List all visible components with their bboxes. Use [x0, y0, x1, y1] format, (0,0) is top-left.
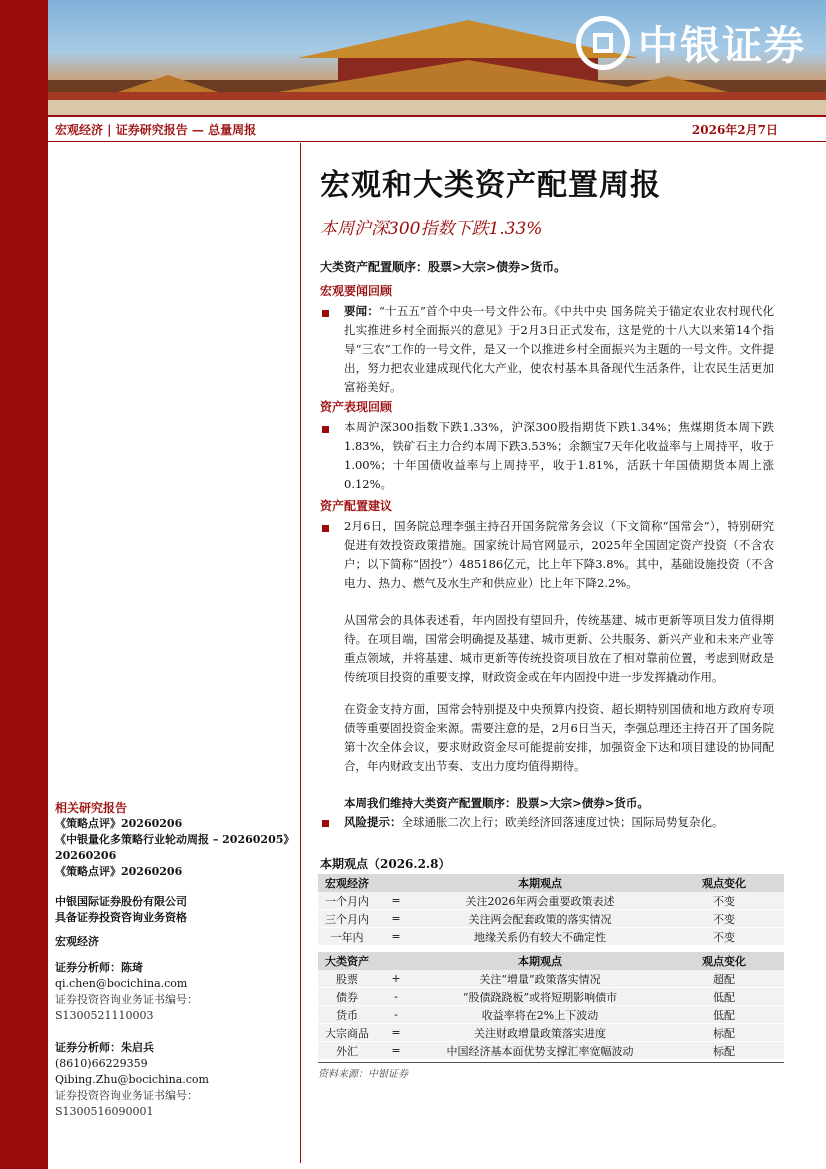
header-divider — [48, 115, 826, 117]
breadcrumb: 宏观经济 | 证券研究报告 — 总量周报 — [55, 123, 257, 137]
related-reports-heading: 相关研究报告 — [55, 801, 128, 815]
table-header: 大类资产 — [318, 952, 376, 970]
report-date: 2026年2月7日 — [691, 123, 778, 137]
asset-review-paragraph: 本周沪深300指数下跌1.33%，沪深300股指期货下跌1.34%；焦煤期货本周下跌1.83%，铁矿石主力合约本周下跌3.53%；余额宝7天年化收益率与上周持平，收于1.00%；十年国债收益率与上周持平，收于1.81%，活跃十年国债期货本周上涨0.12%。 — [344, 420, 774, 491]
header-banner-image — [48, 0, 826, 115]
risk-label: 风险提示： — [344, 815, 402, 829]
table-header: 本期观点 — [416, 874, 664, 892]
advice-paragraph-3: 在资金支持方面，国常会特别提及中央预算内投资、超长期特别国债和地方政府专项债等重要固投资金来源。需要注意的是，2月6日当天，李强总理还主持召开了国务院第十次全体会议，要求财政资金尽可能提前安排，加强资金下达和项目建设的协同配合，年内财政支出节奏、支出力度均值得期待。 — [344, 702, 774, 773]
table-row: 货币 - 收益率将在2%上下波动 低配 — [318, 1006, 784, 1024]
company-name: 中银国际证券股份有限公司 — [55, 895, 187, 908]
table-row: 债券 - “股债跷跷板”或将短期影响债市 低配 — [318, 988, 784, 1006]
section-heading-advice: 资产配置建议 — [320, 499, 393, 513]
table-row: 外汇 = 中国经济基本面优势支撑汇率宽幅波动 标配 — [318, 1042, 784, 1060]
column-divider — [300, 143, 301, 1163]
table-row: 大宗商品 = 关注财政增量政策落实进度 标配 — [318, 1024, 784, 1042]
left-red-bar — [0, 0, 48, 1169]
bullet-icon — [322, 426, 329, 433]
sidebar — [55, 800, 295, 1120]
table-row: 三个月内 = 关注两会配套政策的落实情况 不变 — [318, 910, 784, 928]
report-category: 宏观经济 — [55, 935, 99, 948]
analyst-email[interactable]: Qibing.Zhu@bocichina.com — [55, 1073, 209, 1086]
report-title: 宏观和大类资产配置周报 — [320, 168, 661, 203]
table-row: 股票 + 关注“增量”政策落实情况 超配 — [318, 970, 784, 988]
subheader-divider — [48, 141, 826, 142]
table-source: 资料来源：中银证券 — [318, 1069, 408, 1080]
related-report-link[interactable]: 《策略点评》20260206 — [55, 865, 183, 878]
brand-name: 中银证券 — [638, 23, 806, 69]
section-heading-macro: 宏观要闻回顾 — [320, 284, 393, 298]
table-header: 观点变化 — [664, 952, 784, 970]
table-row: 一年内 = 地缘关系仍有较大不确定性 不变 — [318, 928, 784, 946]
related-report-link[interactable]: 《策略点评》20260206 — [55, 817, 183, 830]
advice-paragraph-4: 本周我们维持大类资产配置顺序：股票>大宗>债券>货币。 — [344, 796, 649, 810]
analyst-email[interactable]: qi.chen@bocichina.com — [55, 977, 188, 990]
macro-news-paragraph: 要闻：“十五五”首个中央一号文件公布。《中共中央 国务院关于锚定农业农村现代化 扎实推进乡村全面振兴的意见》于2月3日正式发布，这是党的十八大以来第14个指导“三农”工作的一号文件，是又一个以推进乡村全面振兴为主题的一号文件。文件提出，努力把农业建成现代化大产业，使农村基本具备现代生活条件，让农民生活更加富裕美好。 — [344, 304, 774, 394]
macro-views-table — [318, 874, 784, 1060]
advice-paragraph-1: 2月6日，国务院总理李强主持召开国务院常务会议（下文简称“国常会”），特别研究促进有效投资政策措施。国家统计局官网显示，2025年全国固定资产投资（不含农户；以下简称“固投”）485186亿元，比上年下降3.8%。其中，基础设施投资（不含电力、热力、燃气及水生产和供应业）比上年下降2.2%。 — [344, 519, 774, 590]
table-header: 宏观经济 — [318, 874, 376, 892]
views-heading: 本期观点（2026.2.8） — [320, 857, 451, 871]
related-report-link[interactable]: 《中银量化多策略行业轮动周报 – 20260205》20260206 — [55, 833, 295, 862]
table-header: 观点变化 — [664, 874, 784, 892]
analyst-name: 证券分析师：陈琦 — [55, 961, 143, 974]
report-subtitle: 本周沪深300指数下跌1.33% — [320, 219, 543, 239]
company-qualification: 具备证券投资咨询业务资格 — [55, 911, 187, 924]
analyst-cert: 证券投资咨询业务证书编号：S1300516090001 — [55, 1089, 198, 1118]
advice-paragraph-2: 从国常会的具体表述看，年内固投有望回升，传统基建、城市更新等项目发力值得期待。在项目端，国常会明确提及基建、城市更新、公共服务、新兴产业和未来产业等重点领域，并将基建、城市更新等传统投资项目放在了相对靠前位置，考虑到财政是传统项目投资的重要支撑，财政资金或在年内固投中进一步发挥撬动作用。 — [344, 613, 774, 684]
analyst-name: 证券分析师：朱启兵 — [55, 1041, 154, 1054]
bullet-icon — [322, 525, 329, 532]
risk-warning: 风险提示：全球通胀二次上行；欧美经济回落速度过快；国际局势复杂化。 — [344, 815, 724, 829]
table-header: 本期观点 — [416, 952, 664, 970]
bullet-icon — [322, 820, 329, 827]
allocation-order: 大类资产配置顺序：股票>大宗>债券>货币。 — [320, 260, 567, 274]
analyst-cert: 证券投资咨询业务证书编号：S1300521110003 — [55, 993, 198, 1022]
section-heading-assets: 资产表现回顾 — [320, 400, 393, 414]
table-row: 一个月内 = 关注2026年两会重要政策表述 不变 — [318, 892, 784, 910]
bank-of-china-logo-icon — [576, 16, 630, 70]
brand-logo — [576, 14, 806, 71]
bullet-icon — [322, 310, 329, 317]
bullet-label: 要闻： — [344, 304, 379, 318]
analyst-phone: (8610)66229359 — [55, 1057, 148, 1070]
views-table-container — [318, 874, 784, 1080]
